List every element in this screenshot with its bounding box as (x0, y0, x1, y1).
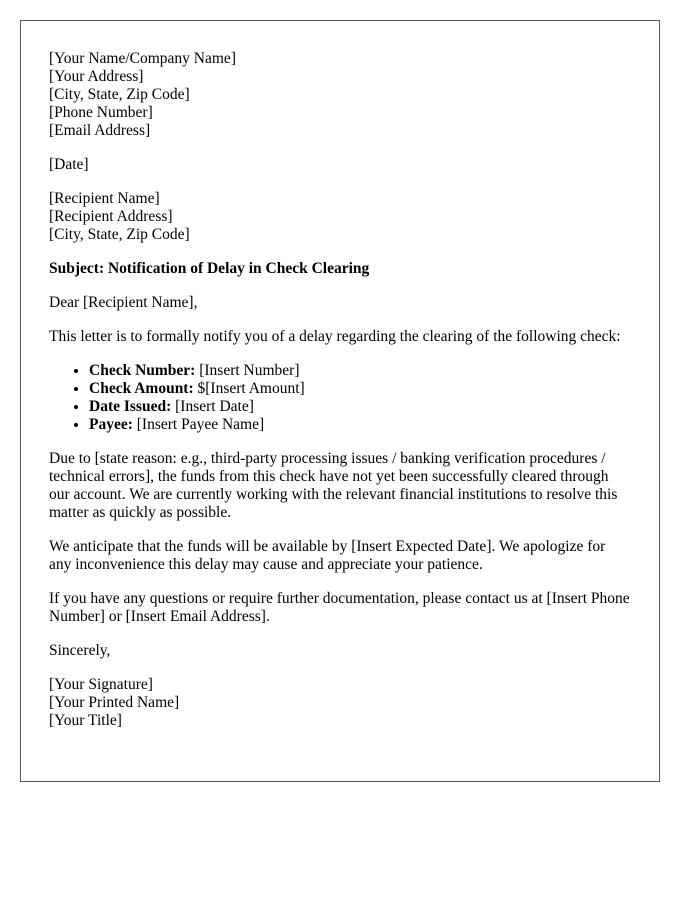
contact-paragraph: If you have any questions or require further documentation, please contact us at [Insert Phone Number] or [Insert Email Address]. (49, 590, 630, 625)
signature-block (49, 676, 631, 730)
letter-date: [Date] (49, 156, 89, 173)
sender-block (49, 50, 631, 140)
detail-label: Check Number: (89, 362, 196, 379)
detail-value: [Insert Number] (195, 362, 300, 379)
detail-value: [Insert Payee Name] (132, 416, 265, 433)
sender-city: [City, State, Zip Code] (49, 86, 190, 103)
detail-label: Date Issued: (89, 398, 172, 415)
intro-paragraph: This letter is to formally notify you of a delay regarding the clearing of the following check: (49, 328, 621, 345)
detail-label: Payee: (89, 416, 133, 433)
anticipate-paragraph: We anticipate that the funds will be available by [Insert Expected Date]. We apologize for any inconvenience this delay may cause and appreciate your patience. (49, 538, 606, 573)
sender-phone: [Phone Number] (49, 104, 153, 121)
signer-title: [Your Title] (49, 712, 122, 729)
salutation: Dear [Recipient Name], (49, 294, 198, 311)
recipient-block (49, 190, 631, 244)
list-item (89, 380, 631, 398)
sender-name: [Your Name/Company Name] (49, 50, 236, 67)
subject-line: Subject: Notification of Delay in Check Clearing (49, 260, 370, 277)
list-item (89, 362, 631, 380)
sender-email: [Email Address] (49, 122, 151, 139)
closing: Sincerely, (49, 642, 111, 659)
detail-value: $[Insert Amount] (193, 380, 305, 397)
detail-label: Check Amount: (89, 380, 194, 397)
reason-paragraph: Due to [state reason: e.g., third-party processing issues / banking verification procedures / technical errors], the funds from this check have not yet been successfully cleared through our account. We are currently working with the relevant financial institutions to resolve this matter as quickly as possible. (49, 450, 618, 521)
letter-page (20, 20, 660, 782)
printed-name: [Your Printed Name] (49, 694, 180, 711)
sender-address: [Your Address] (49, 68, 144, 85)
signature-line: [Your Signature] (49, 676, 153, 693)
recipient-name: [Recipient Name] (49, 190, 160, 207)
date-block (49, 156, 631, 174)
list-item (89, 398, 631, 416)
detail-value: [Insert Date] (171, 398, 254, 415)
recipient-city: [City, State, Zip Code] (49, 226, 190, 243)
check-details-list (49, 362, 631, 434)
list-item (89, 416, 631, 434)
recipient-address: [Recipient Address] (49, 208, 173, 225)
